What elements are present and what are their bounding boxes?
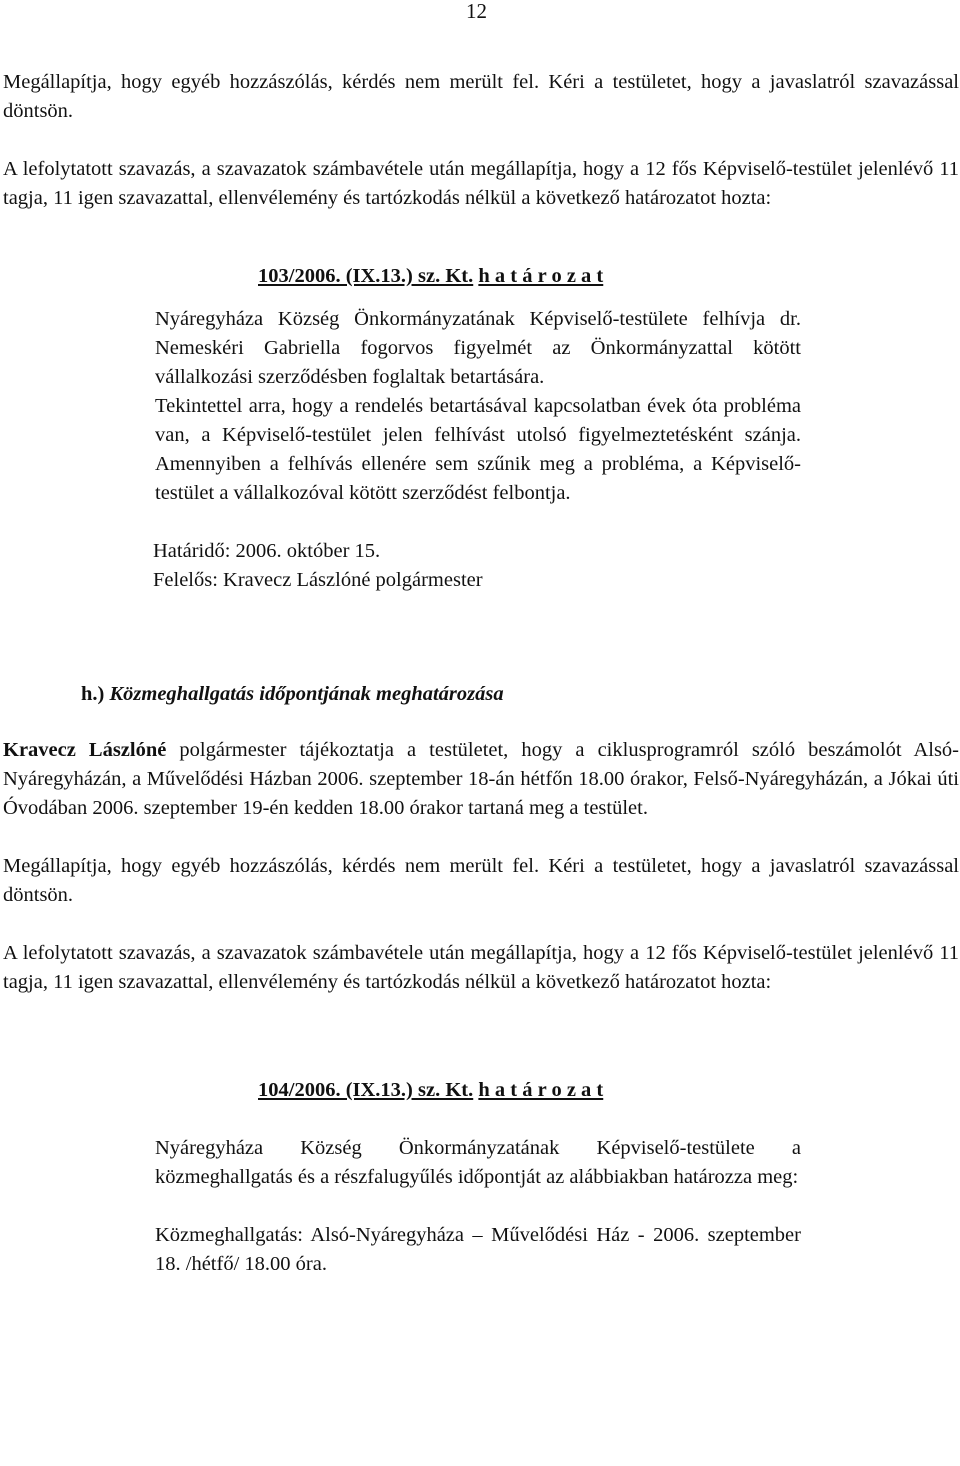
resolution-number: 103/2006. (IX.13.) sz. Kt. [258, 265, 474, 287]
resolution-body-104 [3, 1134, 959, 1279]
resolution-responsible: Felelős: Kravecz Lászlóné polgármester [153, 569, 483, 591]
resolution-text-2: Tekintettel arra, hogy a rendelés betartásával kapcsolatban évek óta probléma van, a Képviselő-testület jelen felhívást utolsó figyelmeztetésként szánja. Amennyiben a felhívás ellenére sem szűnik meg a probléma, a Képviselő-testület a vállalkozóval kötött szerződést felbontja. [155, 395, 801, 504]
paragraph-remark-2: Megállapítja, hogy egyéb hozzászólás, kérdés nem merült fel. Kéri a testületet, hogy a javaslatról szavazással döntsön. [3, 855, 959, 906]
resolution-deadline: Határidő: 2006. október 15. [153, 540, 381, 562]
paragraph-remark-1: Megállapítja, hogy egyéb hozzászólás, kérdés nem merült fel. Kéri a testületet, hogy a javaslatról szavazással döntsön. [3, 71, 959, 122]
page-number: 12 [466, 0, 487, 23]
mayor-info-text: polgármester tájékoztatja a testületet, hogy a ciklusprogramról szóló beszámolót Alsó-Nyáregyházán, a Művelődési Házban 2006. szeptember 18-án hétfőn 18.00 órakor, Felső-Nyáregyházán, a Jókai úti Óvodában 2006. szeptember 19-én kedden 18.00 órakor tartaná meg a testület. [3, 739, 959, 819]
mayor-name: Kravecz Lászlóné [3, 739, 167, 761]
resolution-body-103 [3, 305, 959, 595]
resolution-text-1: Nyáregyháza Község Önkormányzatának Képviselő-testülete felhívja dr. Nemeskéri Gabriella fogorvos figyelmét az Önkormányzattal kötött vállalkozási szerződésben foglaltak betartására. [155, 308, 801, 388]
section-title-text: Közmeghallgatás időpontjának meghatározása [109, 683, 504, 705]
resolution-text-1: Nyáregyháza Község Önkormányzatának Képviselő-testülete a közmeghallgatás és a részfalugyűlés időpontját az alábbiakban határozza meg: [155, 1137, 801, 1188]
resolution-text-2: Közmeghallgatás: Alsó-Nyáregyháza – Művelődési Ház - 2006. szeptember 18. /hétfő/ 18.00 óra. [155, 1224, 801, 1275]
paragraph-vote-1: A lefolytatott szavazás, a szavazatok számbavétele után megállapítja, hogy a 12 fős Képviselő-testület jelenlévő 11 tagja, 11 igen szavazattal, ellenvélemény és tartózkodás nélkül a következő határozatot hozta: [3, 158, 959, 209]
paragraph-mayor-info [3, 736, 959, 823]
section-letter: h.) [81, 683, 105, 705]
resolution-number: 104/2006. (IX.13.) sz. Kt. [258, 1079, 474, 1101]
resolution-heading-103 [3, 262, 959, 291]
paragraph-vote-2: A lefolytatott szavazás, a szavazatok számbavétele után megállapítja, hogy a 12 fős Képviselő-testület jelenlévő 11 tagja, 11 igen szavazattal, ellenvélemény és tartózkodás nélkül a következő határozatot hozta: [3, 942, 959, 993]
section-title-h [3, 680, 959, 709]
resolution-label: h a t á r o z a t [478, 265, 604, 287]
document-body [3, 68, 959, 1279]
resolution-label: h a t á r o z a t [478, 1079, 604, 1101]
resolution-heading-104 [3, 1076, 959, 1105]
